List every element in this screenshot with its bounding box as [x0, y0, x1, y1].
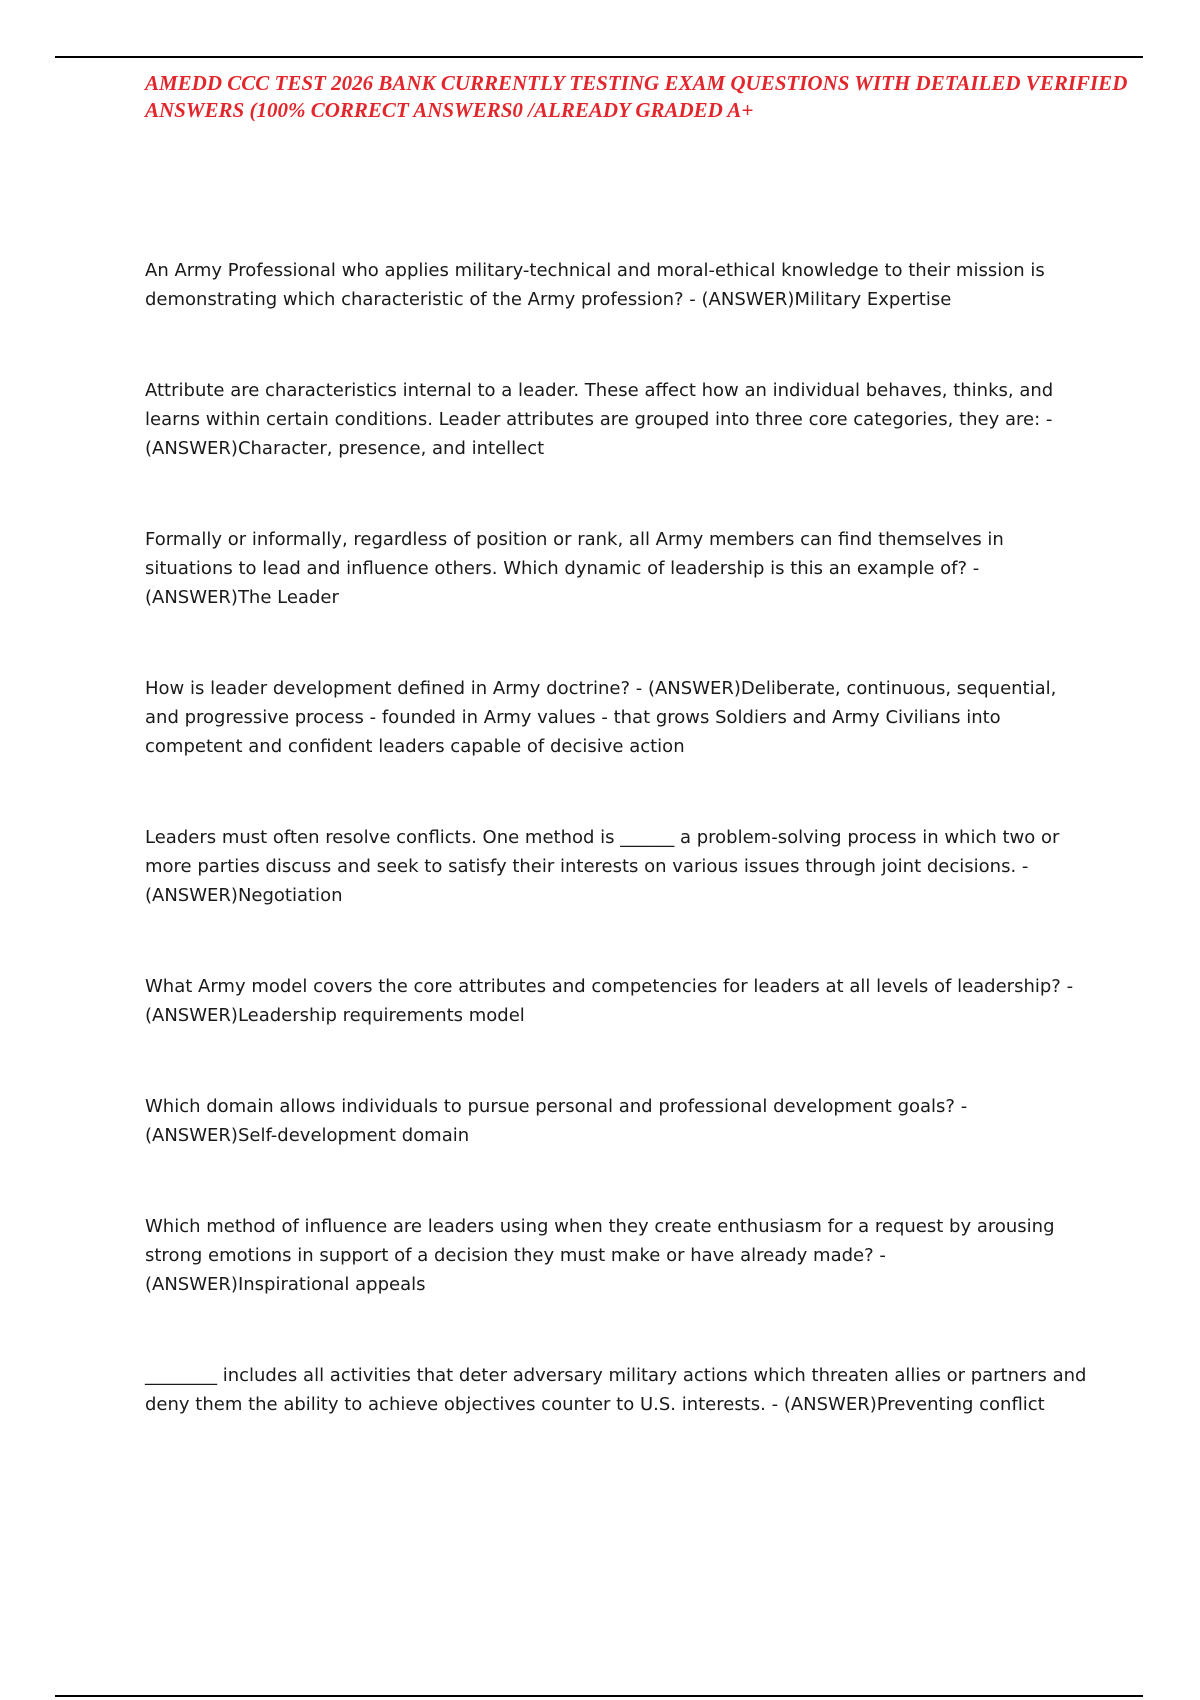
question-text: An Army Professional who applies military-technical and moral-ethical knowledge to their mission is demonstrating which characteristic of the Army profession?	[145, 260, 1045, 310]
answer-marker: (ANSWER)	[145, 587, 238, 608]
top-rule	[55, 56, 1143, 58]
answer-marker: (ANSWER)	[145, 1274, 238, 1295]
qa-item-9	[145, 1361, 1090, 1419]
qa-item-5	[145, 823, 1090, 910]
answer-marker: (ANSWER)	[145, 1125, 238, 1146]
qa-item-2	[145, 376, 1090, 463]
question-text: Attribute are characteristics internal to a leader. These affect how an individual behaves, thinks, and learns within certain conditions. Leader attributes are grouped into three core categories, they are:	[145, 380, 1054, 430]
answer-marker: (ANSWER)	[701, 289, 795, 310]
answer-text: Military Expertise	[794, 289, 952, 310]
answer-marker: (ANSWER)	[783, 1394, 877, 1415]
document-title: AMEDD CCC TEST 2026 BANK CURRENTLY TESTING EXAM QUESTIONS WITH DETAILED VERIFIED ANSWERS (100% CORRECT ANSWERS0 /ALREADY GRADED A+	[145, 71, 1128, 122]
answer-marker: (ANSWER)	[145, 438, 238, 459]
bottom-rule	[55, 1695, 1143, 1697]
answer-separator: -	[1040, 409, 1053, 430]
qa-item-6	[145, 972, 1090, 1030]
answer-text: Self-development domain	[237, 1125, 470, 1146]
answer-separator: -	[967, 558, 980, 579]
answer-marker: (ANSWER)	[145, 1005, 238, 1026]
answer-separator: -	[630, 678, 648, 699]
answer-separator: -	[873, 1245, 886, 1266]
qa-item-1	[145, 256, 1090, 314]
qa-item-7	[145, 1092, 1090, 1150]
answer-text: Character, presence, and intellect	[237, 438, 545, 459]
question-text: Leaders must often resolve conflicts. One method is ______ a problem-solving process in which two or more parties discuss and seek to satisfy their interests on various issues through joint decisions.	[145, 827, 1060, 877]
answer-separator: -	[954, 1096, 968, 1117]
question-text: Which domain allows individuals to pursue personal and professional development goals?	[145, 1096, 955, 1117]
question-text: Formally or informally, regardless of position or rank, all Army members can find themselves in situations to lead and influence others. Which dynamic of leadership is this an example of?	[145, 529, 1004, 579]
answer-separator: -	[765, 1394, 784, 1415]
answer-marker: (ANSWER)	[647, 678, 741, 699]
answer-text: The Leader	[237, 587, 339, 608]
answer-text: Inspirational appeals	[237, 1274, 426, 1295]
answer-separator: -	[1060, 976, 1074, 997]
answer-text: Deliberate, continuous, sequential, and progressive process - founded in Army values - that grows Soldiers and Army Civilians into competent and confident leaders capable of decisive action	[145, 678, 1057, 757]
answer-separator: -	[683, 289, 702, 310]
qa-item-3	[145, 525, 1090, 612]
answer-separator: -	[1016, 856, 1029, 877]
qa-item-8	[145, 1212, 1090, 1299]
answer-text: Negotiation	[237, 885, 343, 906]
question-list	[145, 256, 1090, 1419]
question-text: ________ includes all activities that deter adversary military actions which threaten allies or partners and deny them the ability to achieve objectives counter to U.S. interests.	[145, 1365, 1087, 1415]
answer-marker: (ANSWER)	[145, 885, 238, 906]
answer-text: Leadership requirements model	[237, 1005, 525, 1026]
answer-text: Preventing conflict	[876, 1394, 1045, 1415]
qa-item-4	[145, 674, 1090, 761]
question-text: Which method of influence are leaders using when they create enthusiasm for a request by arousing strong emotions in support of a decision they must make or have already made?	[145, 1216, 1055, 1266]
question-text: How is leader development defined in Army doctrine?	[145, 678, 631, 699]
question-text: What Army model covers the core attributes and competencies for leaders at all levels of leadership?	[145, 976, 1061, 997]
